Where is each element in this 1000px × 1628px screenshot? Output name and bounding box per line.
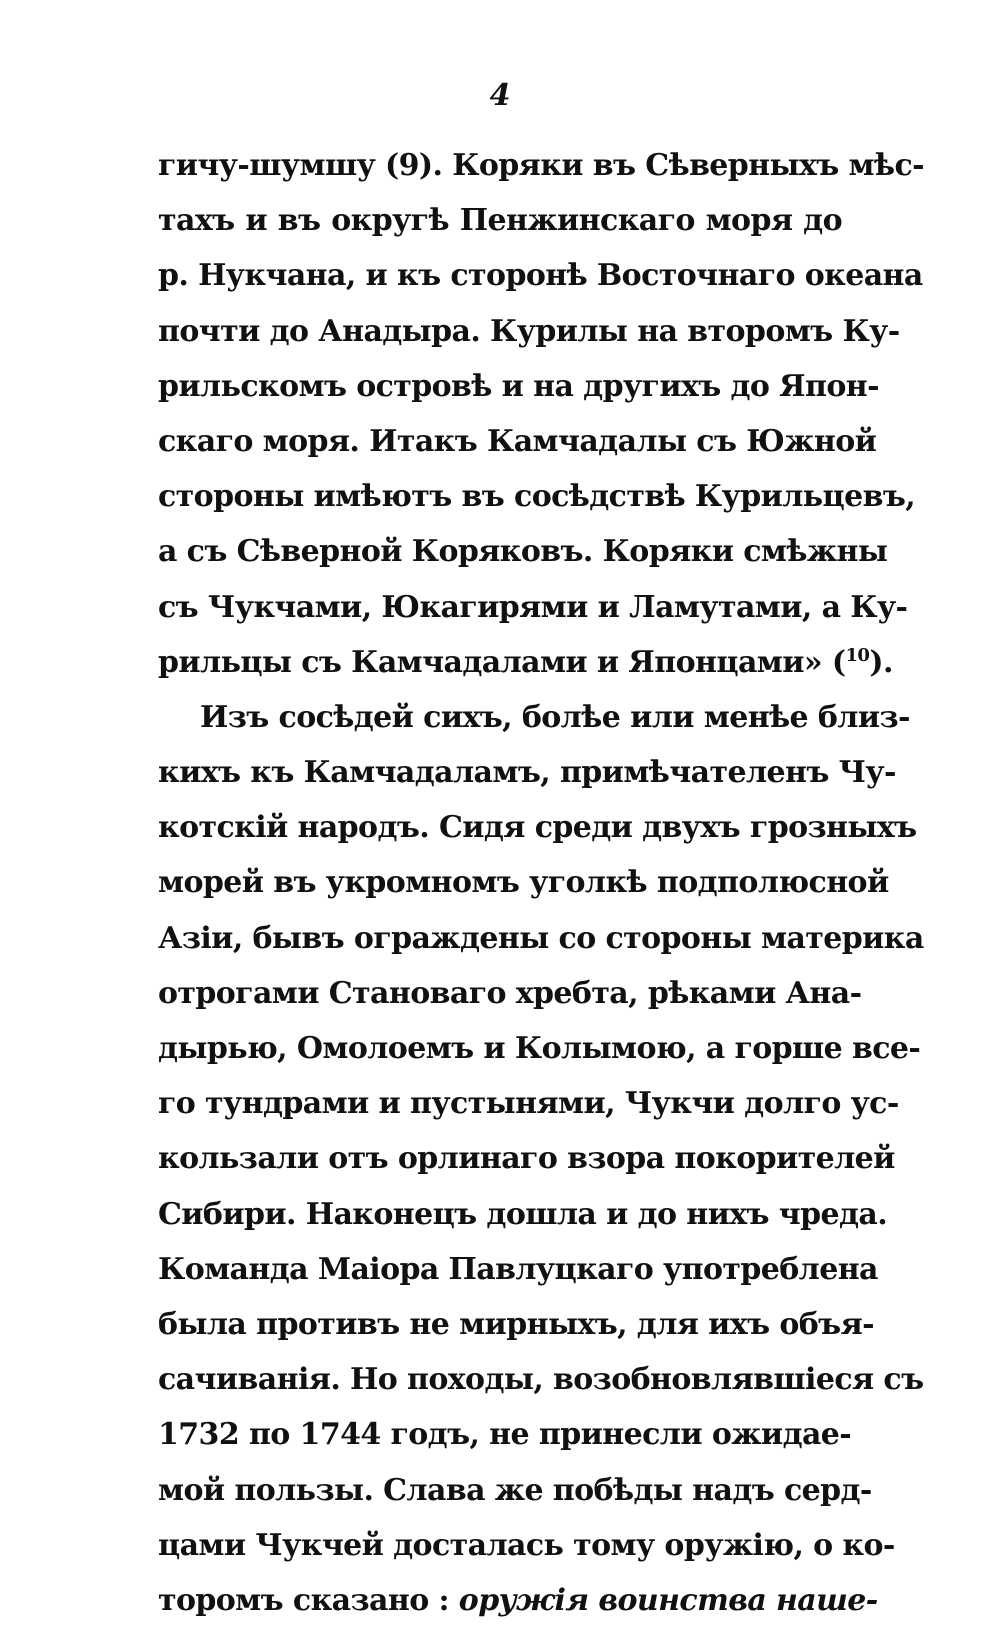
text-line: Команда Маіора Павлуцкаго употреблена (158, 1251, 878, 1287)
text-line: съ Чукчами, Юкагирями и Ламутами, а Ку- (158, 589, 908, 625)
text-fragment: ). (869, 644, 893, 680)
text-line: а съ Сѣверной Коряковъ. Коряки смѣжны (158, 534, 888, 570)
emphasized-text: оружія воинства наше- (458, 1582, 878, 1618)
paragraph-start-line: Изъ сосѣдей сихъ, болѣе или менѣе близ- (200, 699, 910, 735)
text-line: скаго моря. Итакъ Камчадалы съ Южной (158, 423, 877, 459)
paragraph-end-line (158, 635, 893, 690)
text-line: отрогами Становаго хребта, рѣками Ана- (158, 975, 862, 1011)
body-text (158, 138, 925, 1628)
text-line: кользали отъ орлинаго взора покорителей (158, 1141, 895, 1177)
text-line: стороны имѣютъ въ сосѣдствѣ Курильцевъ, (158, 479, 916, 515)
text-line: была противъ не мирныхъ, для ихъ объя- (158, 1306, 874, 1342)
text-line-with-emphasis (158, 1573, 878, 1628)
text-line: Сибири. Наконецъ дошла и до нихъ чреда. (158, 1196, 888, 1232)
text-fragment: торомъ сказано : (158, 1582, 459, 1618)
text-line: котскій народъ. Сидя среди двухъ грозныхъ (158, 810, 917, 846)
text-line: рильскомъ островѣ и на другихъ до Япон- (158, 368, 880, 404)
text-line: кихъ къ Камчадаламъ, примѣчателенъ Чу- (158, 755, 896, 791)
text-fragment: рильцы съ Камчадалами и Японцами» ( (158, 644, 846, 680)
text-line: почти до Анадыра. Курилы на второмъ Ку- (158, 313, 900, 349)
footnote-reference: 10 (845, 644, 870, 666)
text-line: го тундрами и пустынями, Чукчи долго ус- (158, 1086, 899, 1122)
text-line: Азіи, бывъ ограждены со стороны материка (158, 920, 924, 956)
text-line: тахъ и въ округѣ Пенжинскаго моря до (158, 203, 842, 239)
text-line: морей въ укромномъ уголкѣ подполюсной (158, 865, 889, 901)
text-line: мой пользы. Слава же побѣды надъ серд- (158, 1472, 872, 1508)
text-line: 1732 по 1744 годъ, не принесли ожидае- (158, 1417, 852, 1453)
page-number: 4 (489, 78, 511, 113)
text-line: гичу-шумшу (9). Коряки въ Сѣверныхъ мѣс- (158, 148, 925, 183)
text-line: сачиванія. Но походы, возобновлявшіеся съ (158, 1362, 924, 1398)
text-line: цами Чукчей досталась тому оружію, о ко- (158, 1527, 895, 1563)
text-line: р. Нукчана, и къ сторонѣ Восточнаго океана (158, 258, 923, 294)
text-line: дырью, Омолоемъ и Колымою, а горше все- (158, 1031, 921, 1066)
